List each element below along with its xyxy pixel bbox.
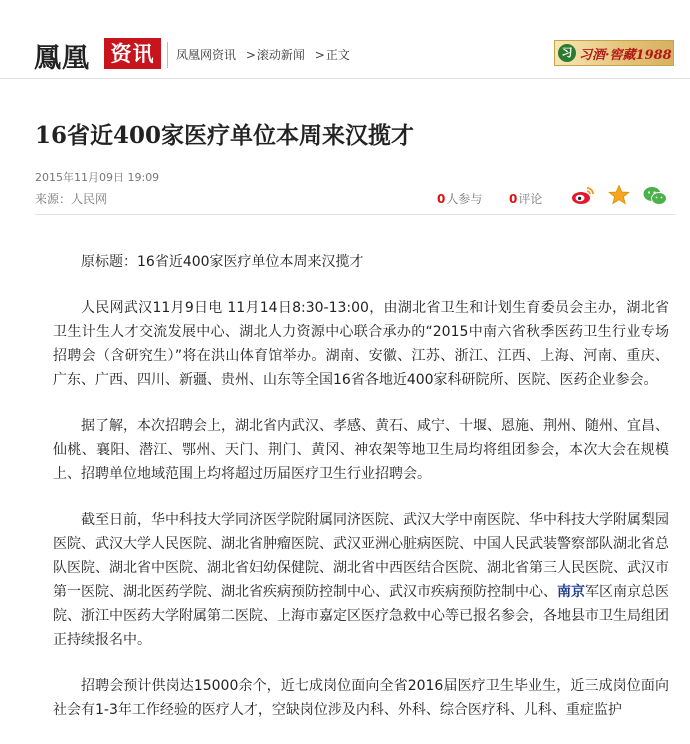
header-ad-banner[interactable] [554,40,674,66]
article-title: 16省近400家医疗单位本周来汉揽才 [35,122,415,149]
news-channel-badge[interactable]: 资讯 [104,38,161,69]
participants-count: 0 [437,192,446,206]
comments-link[interactable] [509,190,542,207]
breadcrumb-current: 正文 [325,48,350,62]
comments-count: 0 [509,192,518,206]
participants-label: 人参与 [446,192,483,206]
breadcrumb-rolling-news[interactable]: 滚动新闻 [256,48,305,62]
breadcrumb-separator-icon: > [245,48,256,62]
ifeng-logo-text[interactable]: 鳳凰 [34,43,90,74]
article-divider [35,214,675,215]
paragraph-text: 截至日前，华中科技大学同济医学院附属同济医院、武汉大学中南医院、华中科技大学附属梨园医院、武汉大学人民医院、湖北省肿瘤医院、武汉亚洲心脏病医院、中国人民武装警察部队湖北省总队医院、湖北省中医院、湖北省妇幼保健院、湖北省中西医结合医院、湖北省第三人民医院、武汉市第一医院、湖北医药学院、湖北省疾病预防控制中心、武汉市疾病预防控制中心、 [53,512,669,600]
article-paragraph: 人民网武汉11月9日电 11月14日8:30-13:00，由湖北省卫生和计划生育委员会主办，湖北省卫生计生人才交流发展中心、湖北人力资源中心联合承办的“2015中南六省秋季医药卫生行业专场招聘会（含研究生）”将在洪山体育馆举办。湖南、安徽、江苏、浙江、江西、上海、河南、重庆、广东、广西、四川、新疆、贵州、山东等全国16省各地近400家科研院所、医院、医药企业参会。 [53,300,669,388]
participants-link[interactable] [437,190,482,207]
weibo-icon[interactable] [571,185,595,205]
article-date: 2015年11月09日 19:09 [35,171,160,184]
article-body [53,250,669,744]
comments-label: 评论 [518,192,543,206]
ad-text: 习酒·窖藏1988 [579,48,672,63]
breadcrumb-home[interactable]: 凤凰网资讯 [176,48,237,62]
article-paragraph: 据了解，本次招聘会上，湖北省内武汉、孝感、黄石、咸宁、十堰、恩施、荆州、随州、宜昌、仙桃、襄阳、潜江、鄂州、天门、荆门、黄冈、神农架等地卫生局均将组团参会，本次大会在规模上、招聘单位地域范围上均将超过历届医疗卫生行业招聘会。 [53,418,669,482]
site-header [0,0,690,79]
nanjing-keyword-link[interactable]: 南京 [557,584,585,600]
article-paragraph [53,508,669,652]
breadcrumb-separator-icon: > [314,48,325,62]
article-paragraph: 招聘会预计供岗达15000余个，近七成岗位面向全省2016届医疗卫生毕业生，近三成岗位面向社会有1-3年工作经验的医疗人才，空缺岗位涉及内科、外科、综合医疗科、儿科、重症监护 [53,678,669,718]
logo-divider [167,42,168,68]
star-icon[interactable] [608,184,630,206]
breadcrumb [176,46,350,63]
ad-brand-icon: 习 [558,44,576,62]
wechat-icon[interactable] [643,186,667,206]
article-source[interactable]: 来源：人民网 [35,192,108,206]
article-paragraph: 原标题：16省近400家医疗单位本周来汉揽才 [81,254,364,270]
paragraph-text: 军区南京总医院、浙江中医药大学附属第二医院、上海市嘉定区医疗急救中心等已报名参会，各地县市卫生局组团正持续报名中。 [53,584,669,648]
